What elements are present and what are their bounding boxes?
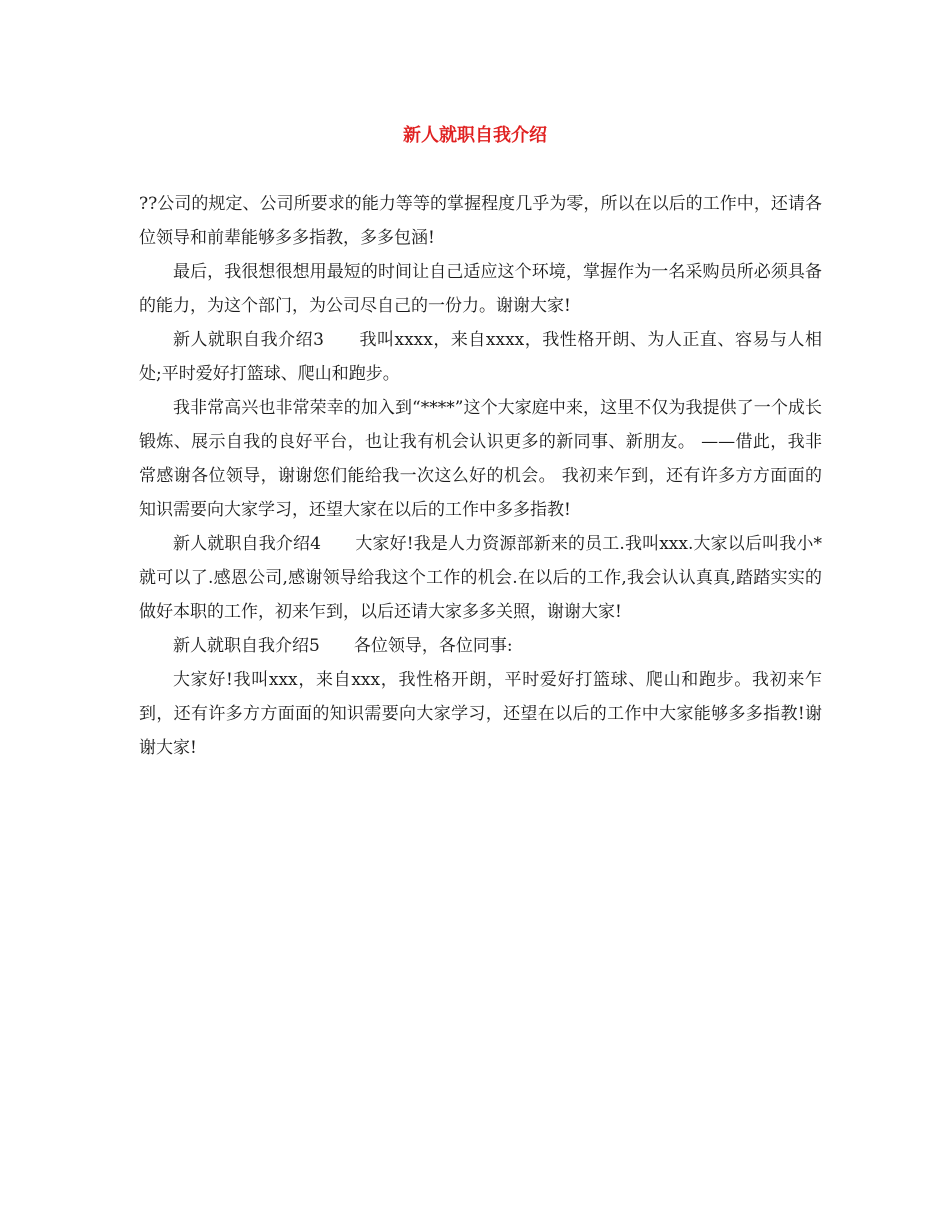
paragraph-intro-4: 新人就职自我介绍4 大家好!我是人力资源部新来的员工.我叫xxx.大家以后叫我小*就可以了.感恩公司,感谢领导给我这个工作的机会.在以后的工作,我会认认真真,踏踏实实的做好本职的工作，初来乍到，以后还请大家多多关照，谢谢大家! (139, 534, 822, 622)
paragraph-intro-3: 新人就职自我介绍3 我叫xxxx，来自xxxx，我性格开朗、为人正直、容易与人相处;平时爱好打篮球、爬山和跑步。 (139, 330, 822, 384)
paragraph-intro-5-body: 大家好!我叫xxx，来自xxx，我性格开朗，平时爱好打篮球、爬山和跑步。我初来乍到，还有许多方方面面的知识需要向大家学习，还望在以后的工作中大家能够多多指教!谢谢大家! (139, 670, 822, 758)
paragraph-continuation: ??公司的规定、公司所要求的能力等等的掌握程度几乎为零，所以在以后的工作中，还请各位领导和前辈能够多多指教，多多包涵! (139, 194, 822, 248)
document-body (139, 187, 822, 765)
paragraph-closing: 最后，我很想很想用最短的时间让自己适应这个环境，掌握作为一名采购员所必须具备的能力，为这个部门，为公司尽自己的一份力。谢谢大家! (139, 262, 822, 316)
document-title: 新人就职自我介绍 (403, 125, 547, 146)
paragraph-intro-3-body: 我非常高兴也非常荣幸的加入到“****”这个大家庭中来，这里不仅为我提供了一个成长锻炼、展示自我的良好平台，也让我有机会认识更多的新同事、新朋友。 ——借此，我非常感谢各位领导，谢谢您们能给我一次这么好的机会。 我初来乍到，还有许多方方面面的知识需要向大家学习，还望大家在以后的工作中多多指教! (139, 398, 822, 520)
paragraph-intro-5-greeting: 新人就职自我介绍5 各位领导，各位同事: (173, 636, 513, 656)
